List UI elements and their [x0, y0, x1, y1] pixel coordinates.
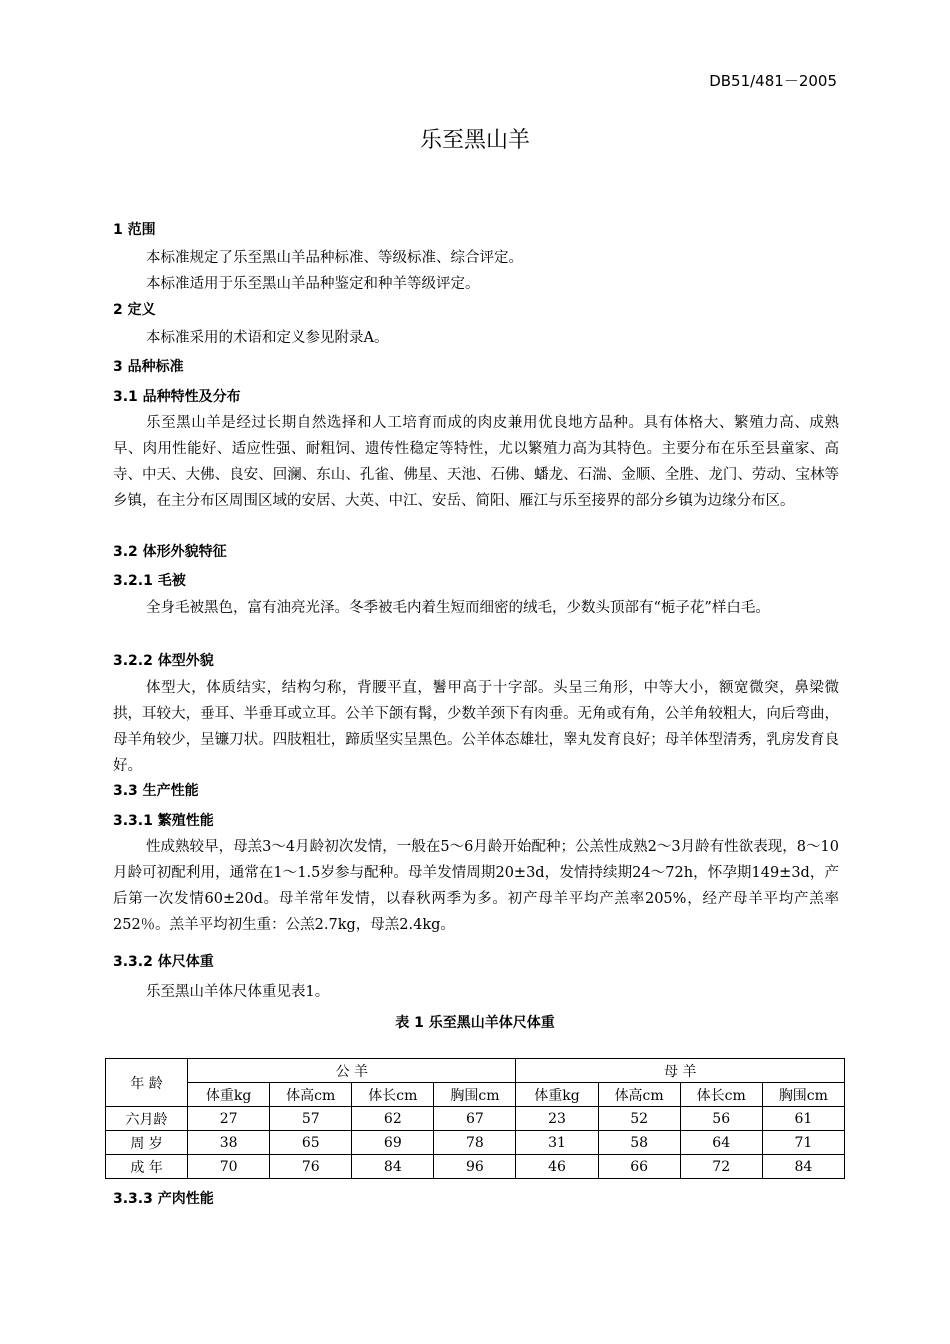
paragraph-breed-characteristics: 乐至黑山羊是经过长期自然选择和人工培育而成的肉皮兼用优良地方品种。具有体格大、繁殖力高、成熟早、肉用性能好、适应性强、耐粗饲、遗传性稳定等特性，尤以繁殖力高为其特色。主要分布在乐至县童家、高寺、中天、大佛、良安、回澜、东山、孔雀、佛星、天池、石佛、蟠龙、石湍、金顺、全胜、龙门、劳动、宝林等乡镇，在主分布区周围区域的安居、大英、中江、安岳、简阳、雁江与乐至接界的部分乡镇为边缘分布区。 — [113, 415, 839, 509]
table-cell: 52 — [598, 1107, 680, 1131]
table-cell: 46 — [516, 1155, 598, 1179]
column-header: 体重kg — [516, 1083, 598, 1107]
column-header: 胸围cm — [762, 1083, 844, 1107]
heading-body-size-weight: 3.3.2 体尺体重 — [113, 954, 214, 970]
table-cell: 71 — [762, 1131, 844, 1155]
heading-breed-characteristics: 3.1 品种特性及分布 — [113, 389, 241, 405]
paragraph-definitions: 本标准采用的术语和定义参见附录A。 — [146, 330, 389, 346]
table-cell: 27 — [188, 1107, 270, 1131]
table-cell: 65 — [270, 1131, 352, 1155]
column-header: 体重kg — [188, 1083, 270, 1107]
row-label: 周 岁 — [106, 1131, 188, 1155]
heading-production: 3.3 生产性能 — [113, 783, 199, 799]
table-row — [106, 1107, 845, 1131]
table-caption: 表 1 乐至黑山羊体尺体重 — [395, 1015, 555, 1031]
heading-meat-performance: 3.3.3 产肉性能 — [113, 1191, 214, 1207]
body-size-table — [105, 1058, 845, 1179]
table-header-row — [106, 1059, 845, 1083]
table-cell: 84 — [352, 1155, 434, 1179]
table-cell: 64 — [680, 1131, 762, 1155]
female-header: 母 羊 — [516, 1059, 845, 1083]
paragraph-scope-2: 本标准适用于乐至黑山羊品种鉴定和种羊等级评定。 — [146, 276, 480, 292]
table-cell: 72 — [680, 1155, 762, 1179]
table-subheader-row — [106, 1083, 845, 1107]
row-label: 六月龄 — [106, 1107, 188, 1131]
male-header: 公 羊 — [188, 1059, 516, 1083]
table-cell: 61 — [762, 1107, 844, 1131]
heading-breed-standard: 3 品种标准 — [113, 359, 184, 375]
column-header: 胸围cm — [434, 1083, 516, 1107]
page-title: 乐至黑山羊 — [419, 128, 530, 153]
table-cell: 69 — [352, 1131, 434, 1155]
heading-definitions: 2 定义 — [113, 302, 156, 318]
table-row — [106, 1131, 845, 1155]
heading-scope: 1 范围 — [113, 222, 156, 238]
column-header: 体高cm — [598, 1083, 680, 1107]
table-cell: 31 — [516, 1131, 598, 1155]
heading-body-type: 3.2.2 体型外貌 — [113, 653, 214, 669]
paragraph-reproduction: 性成熟较早，母羔3～4月龄初次发情，一般在5～6月龄开始配种；公羔性成熟2～3月龄有性欲表现，8～10月龄可初配利用，通常在1～1.5岁参与配种。母羊发情周期20±3d，发情持续期24～72h，怀孕期149±3d，产后第一次发情60±20d。母羊常年发情，以春秋两季为多。初产母羊平均产羔率205%，经产母羊平均产羔率252％。羔羊平均初生重：公羔2.7kg，母羔2.4kg。 — [113, 839, 839, 933]
paragraph-body-size-weight: 乐至黑山羊体尺体重见表1。 — [146, 984, 330, 1000]
heading-coat: 3.2.1 毛被 — [113, 573, 186, 589]
table-cell: 96 — [434, 1155, 516, 1179]
heading-reproduction: 3.3.1 繁殖性能 — [113, 813, 214, 829]
table-cell: 38 — [188, 1131, 270, 1155]
table-row — [106, 1155, 845, 1179]
document-id: DB51/481－2005 — [709, 72, 837, 90]
age-header: 年 龄 — [106, 1059, 188, 1107]
table-cell: 23 — [516, 1107, 598, 1131]
column-header: 体高cm — [270, 1083, 352, 1107]
table-cell: 58 — [598, 1131, 680, 1155]
paragraph-body-type: 体型大，体质结实，结构匀称，背腰平直，鬐甲高于十字部。头呈三角形，中等大小，额宽微突，鼻梁微拱，耳较大，垂耳、半垂耳或立耳。公羊下颌有髯，少数羊颈下有肉垂。无角或有角，公羊角较粗大，向后弯曲，母羊角较少，呈镰刀状。四肢粗壮，蹄质坚实呈黑色。公羊体态雄壮，睾丸发育良好；母羊体型清秀，乳房发育良好。 — [113, 680, 839, 774]
table-cell: 62 — [352, 1107, 434, 1131]
paragraph-scope-1: 本标准规定了乐至黑山羊品种标准、等级标准、综合评定。 — [146, 250, 523, 266]
paragraph-coat: 全身毛被黑色，富有油亮光泽。冬季被毛内着生短而细密的绒毛，少数头顶部有“栀子花”样白毛。 — [146, 600, 770, 616]
column-header: 体长cm — [352, 1083, 434, 1107]
table-cell: 76 — [270, 1155, 352, 1179]
table-cell: 78 — [434, 1131, 516, 1155]
table-cell: 57 — [270, 1107, 352, 1131]
column-header: 体长cm — [680, 1083, 762, 1107]
table-cell: 84 — [762, 1155, 844, 1179]
table-cell: 66 — [598, 1155, 680, 1179]
table-cell: 70 — [188, 1155, 270, 1179]
row-label: 成 年 — [106, 1155, 188, 1179]
table-cell: 67 — [434, 1107, 516, 1131]
heading-body-appearance: 3.2 体形外貌特征 — [113, 544, 227, 560]
table-cell: 56 — [680, 1107, 762, 1131]
